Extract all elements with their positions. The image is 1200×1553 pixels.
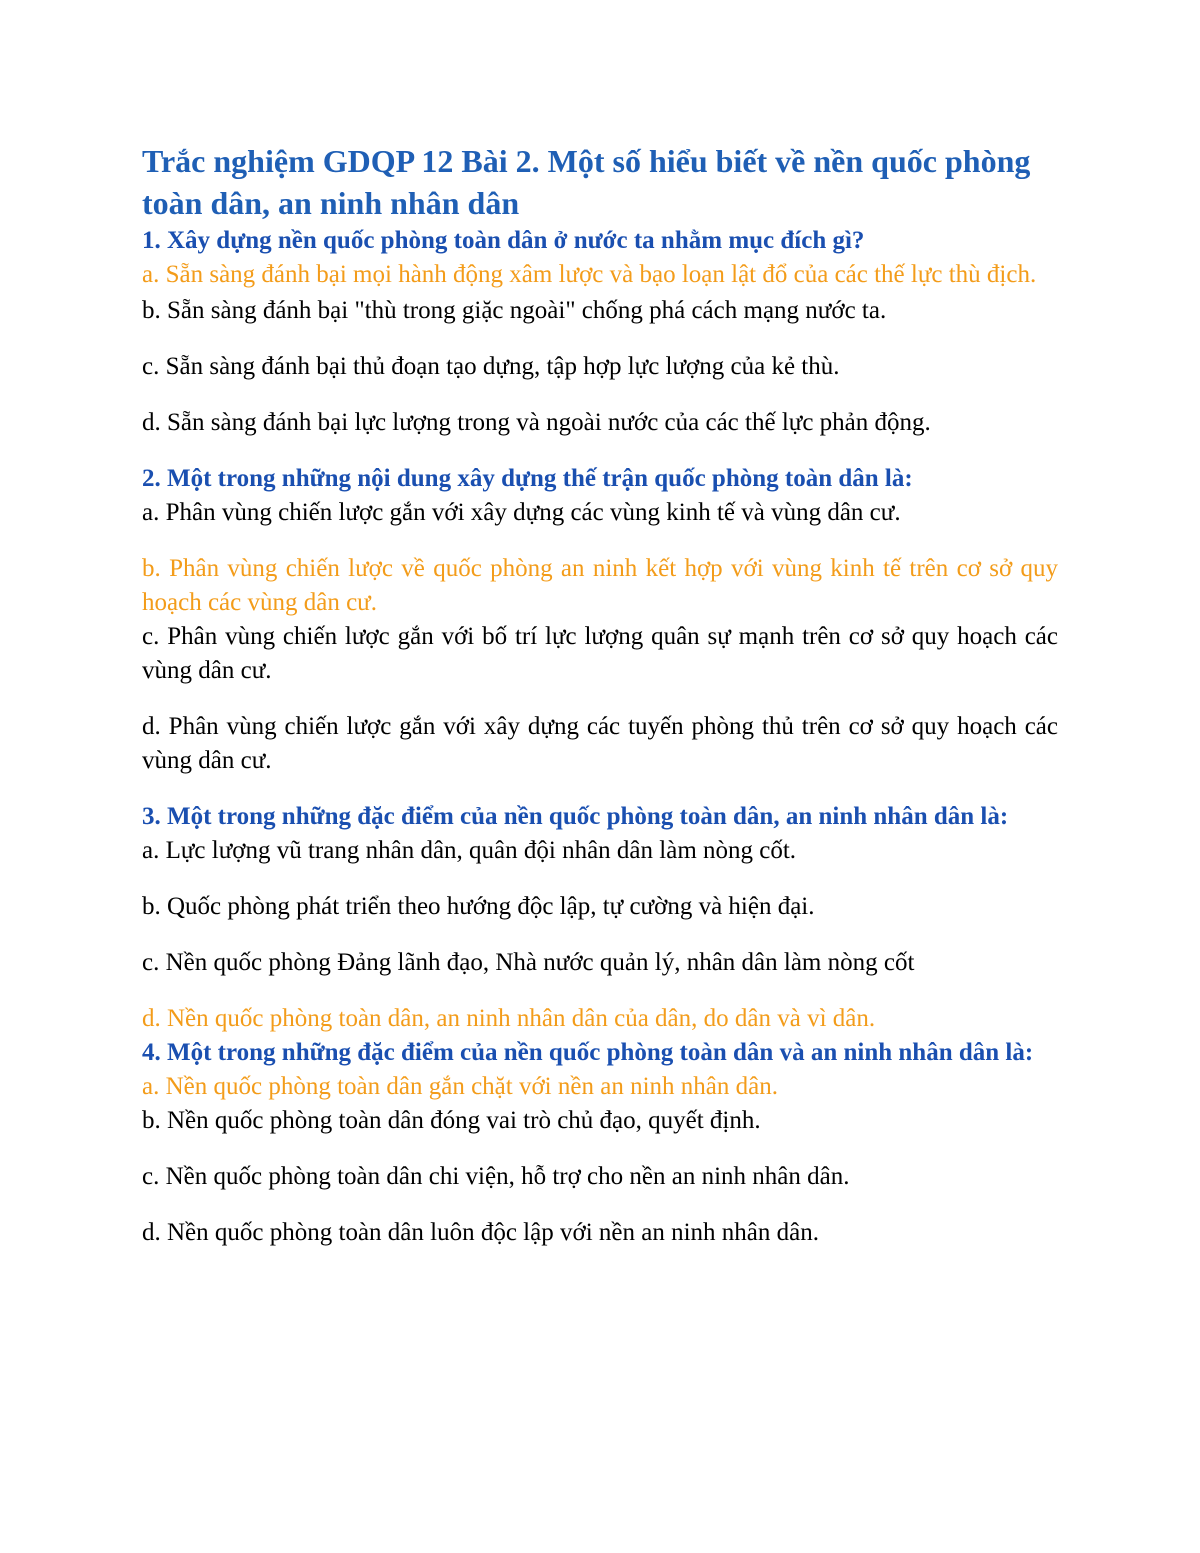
question-3-option-c: c. Nền quốc phòng Đảng lãnh đạo, Nhà nước quản lý, nhân dân làm nòng cốt bbox=[142, 949, 915, 976]
question-block-3 bbox=[142, 800, 1058, 1036]
question-block-1 bbox=[142, 224, 1058, 440]
question-3-option-b: b. Quốc phòng phát triển theo hướng độc lập, tự cường và hiện đại. bbox=[142, 893, 815, 920]
question-4-option-d: d. Nền quốc phòng toàn dân luôn độc lập với nền an ninh nhân dân. bbox=[142, 1219, 819, 1246]
question-1-option-c: c. Sẵn sàng đánh bại thủ đoạn tạo dựng, tập hợp lực lượng của kẻ thù. bbox=[142, 353, 840, 380]
question-4: 4. Một trong những đặc điểm của nền quốc phòng toàn dân và an ninh nhân dân là: bbox=[142, 1039, 1034, 1066]
question-block-2 bbox=[142, 462, 1058, 778]
question-3-option-a: a. Lực lượng vũ trang nhân dân, quân đội nhân dân làm nòng cốt. bbox=[142, 837, 797, 864]
document-title: Trắc nghiệm GDQP 12 Bài 2. Một số hiểu biết về nền quốc phòng toàn dân, an ninh nhân dân bbox=[142, 143, 1031, 221]
question-4-option-c: c. Nền quốc phòng toàn dân chi viện, hỗ trợ cho nền an ninh nhân dân. bbox=[142, 1163, 850, 1190]
question-2-option-b: b. Phân vùng chiến lược về quốc phòng an ninh kết hợp với vùng kinh tế trên cơ sở quy hoạch các vùng dân cư. bbox=[142, 555, 1058, 616]
question-4-option-a: a. Nền quốc phòng toàn dân gắn chặt với nền an ninh nhân dân. bbox=[142, 1073, 778, 1100]
question-1-option-d: d. Sẵn sàng đánh bại lực lượng trong và ngoài nước của các thế lực phản động. bbox=[142, 409, 931, 436]
question-3: 3. Một trong những đặc điểm của nền quốc phòng toàn dân, an ninh nhân dân là: bbox=[142, 803, 1009, 830]
question-1-option-b: b. Sẵn sàng đánh bại "thù trong giặc ngoài" chống phá cách mạng nước ta. bbox=[142, 297, 887, 324]
question-4-option-b: b. Nền quốc phòng toàn dân đóng vai trò chủ đạo, quyết định. bbox=[142, 1107, 761, 1134]
question-1-option-a: a. Sẵn sàng đánh bại mọi hành động xâm lược và bạo loạn lật đổ của các thế lực thù địch. bbox=[142, 261, 1037, 288]
document-page bbox=[142, 140, 1058, 1272]
question-3-option-d: d. Nền quốc phòng toàn dân, an ninh nhân dân của dân, do dân và vì dân. bbox=[142, 1005, 876, 1032]
question-1: 1. Xây dựng nền quốc phòng toàn dân ở nước ta nhằm mục đích gì? bbox=[142, 227, 865, 254]
question-block-4 bbox=[142, 1036, 1058, 1250]
question-2-option-c: c. Phân vùng chiến lược gắn với bố trí lực lượng quân sự mạnh trên cơ sở quy hoạch các vùng dân cư. bbox=[142, 623, 1058, 684]
question-2-option-d: d. Phân vùng chiến lược gắn với xây dựng các tuyến phòng thủ trên cơ sở quy hoạch các vùng dân cư. bbox=[142, 713, 1058, 774]
question-2-option-a: a. Phân vùng chiến lược gắn với xây dựng các vùng kinh tế và vùng dân cư. bbox=[142, 499, 901, 526]
question-2: 2. Một trong những nội dung xây dựng thế trận quốc phòng toàn dân là: bbox=[142, 465, 913, 492]
